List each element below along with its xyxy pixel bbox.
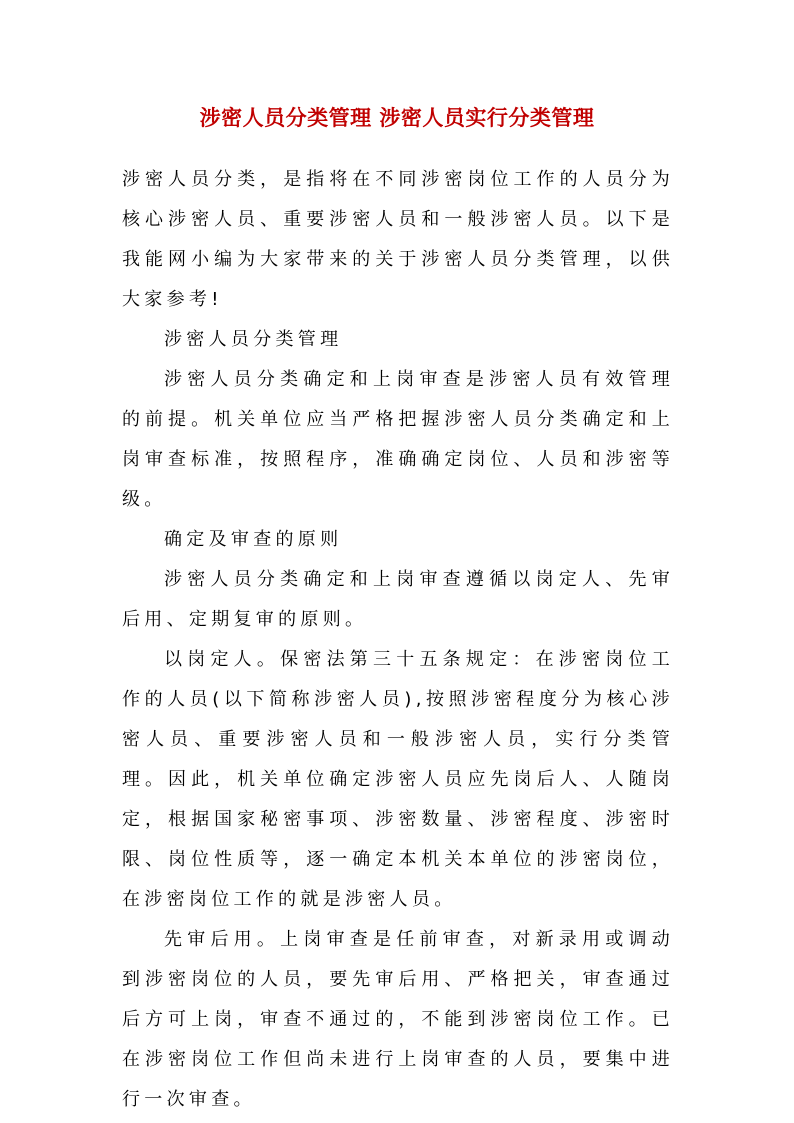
post-based-paragraph: 以岗定人。保密法第三十五条规定：在涉密岗位工作的人员(以下简称涉密人员),按照涉密程度分为核心涉密人员、重要涉密人员和一般涉密人员，实行分类管理。因此，机关单位确定涉密人员应先岗后人、人随岗定，根据国家秘密事项、涉密数量、涉密程度、涉密时限、岗位性质等，逐一确定本机关本单位的涉密岗位，在涉密岗位工作的就是涉密人员。 bbox=[122, 649, 674, 910]
review-first-paragraph: 先审后用。上岗审查是任前审查，对新录用或调动到涉密岗位的人员，要先审后用、严格把关，审查通过后方可上岗，审查不通过的，不能到涉密岗位工作。已在涉密岗位工作但尚未进行上岗审查的人员，要集中进行一次审查。 bbox=[122, 929, 674, 1110]
section-heading-classification: 涉密人员分类管理 bbox=[164, 329, 343, 350]
classification-paragraph: 涉密人员分类确定和上岗审查是涉密人员有效管理的前提。机关单位应当严格把握涉密人员分类确定和上岗审查标准，按照程序，准确确定岗位、人员和涉密等级。 bbox=[122, 369, 674, 510]
intro-paragraph: 涉密人员分类，是指将在不同涉密岗位工作的人员分为核心涉密人员、重要涉密人员和一般涉密人员。以下是我能网小编为大家带来的关于涉密人员分类管理，以供大家参考! bbox=[122, 169, 674, 310]
section-heading-principles: 确定及审查的原则 bbox=[164, 529, 343, 550]
principles-paragraph: 涉密人员分类确定和上岗审查遵循以岗定人、先审后用、定期复审的原则。 bbox=[122, 569, 674, 630]
document-body bbox=[122, 160, 674, 1120]
document-title: 涉密人员分类管理 涉密人员实行分类管理 bbox=[199, 105, 595, 130]
